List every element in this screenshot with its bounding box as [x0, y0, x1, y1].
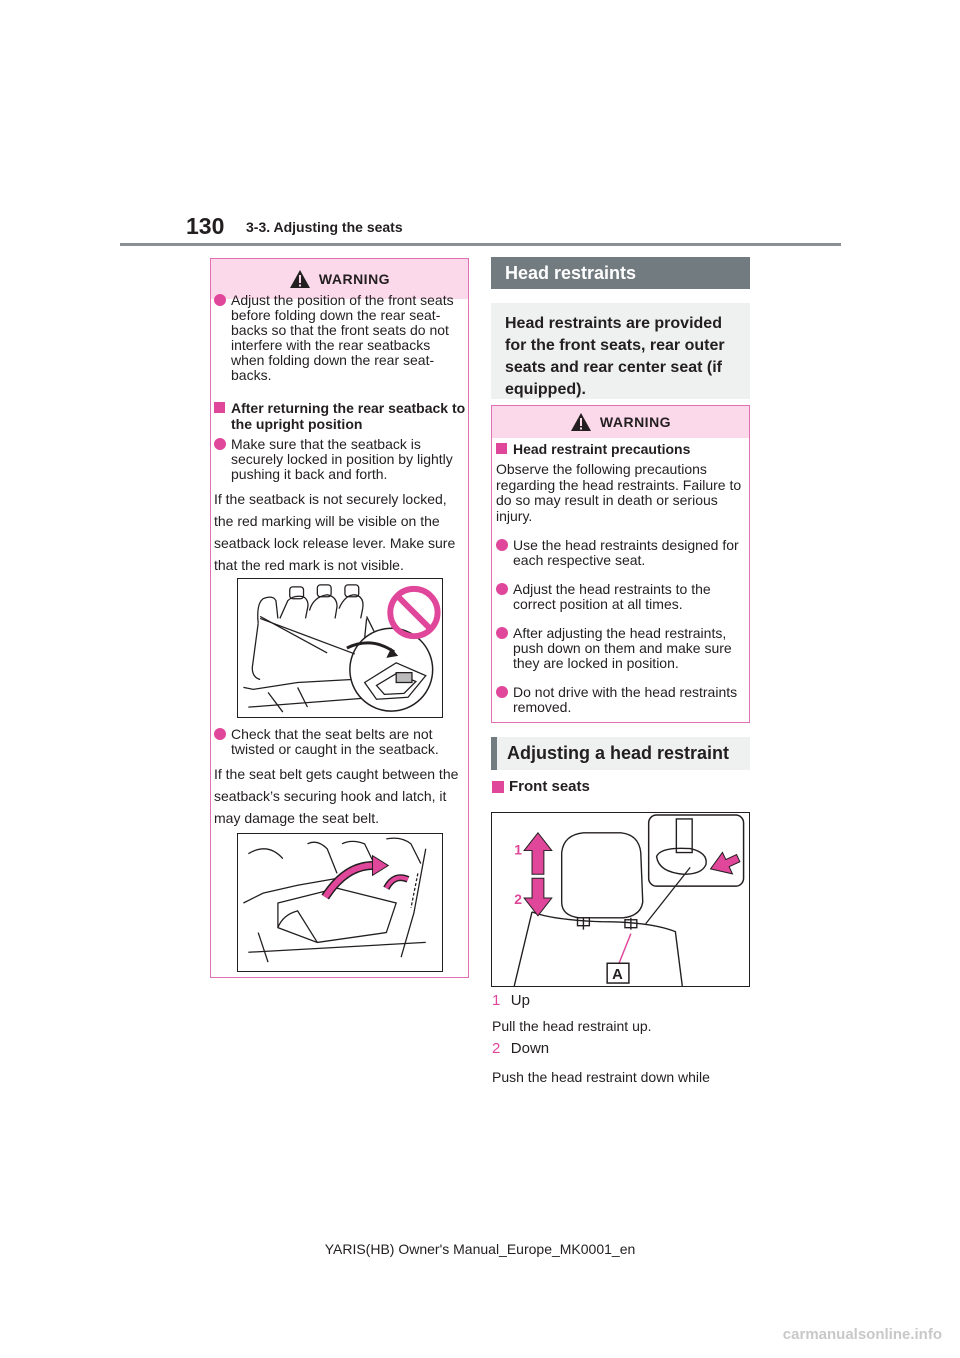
- warning-bullet-locked: Make sure that the seatback is securely locked in position by lightly pushing it back and forth.: [214, 437, 464, 482]
- warning-bullet-correct-position: Adjust the head restraints to the correct position at all times.: [496, 582, 744, 612]
- warning-bullet-adjust-front-seats: Adjust the position of the front seats before folding down the rear seat-backs so that the front seats do not interfere with the rear seatbacks when folding down the rear seat-backs.: [214, 293, 464, 383]
- step-title: Up: [510, 992, 530, 1009]
- bullet-icon: [214, 438, 226, 450]
- step-number: 1: [492, 992, 501, 1009]
- bullet-icon: [496, 539, 508, 551]
- step-number: 2: [492, 1040, 501, 1057]
- warning-title: WARNING: [318, 271, 391, 287]
- warning-header: [492, 406, 749, 438]
- warning-bullet-seat-belts: Check that the seat belts are not twisted or caught in the seatback.: [214, 727, 464, 757]
- figure-label-up: 1: [514, 841, 522, 858]
- warning-paragraph-red-mark: If the seatback is not securely locked, the red marking will be visible on the seatback lock release lever. Make sure that the red mark is not visible.: [214, 491, 456, 573]
- head-restraints-intro: Head restraints are provided for the front seats, rear outer seats and rear center seat (if equipped).: [491, 303, 750, 399]
- bullet-icon: [496, 583, 508, 595]
- square-bullet-icon: [214, 402, 225, 413]
- warning-triangle-icon: [570, 412, 592, 432]
- warning-triangle-icon: [289, 269, 311, 289]
- footer-manual-name: YARIS(HB) Owner's Manual_Europe_MK0001_en: [324, 1241, 636, 1257]
- step-title: Down: [510, 1040, 550, 1057]
- warning-subhead-upright: After returning the rear seatback to the upright position: [214, 400, 466, 432]
- step-down: [492, 1040, 747, 1058]
- head-restraints-heading: Head restraints: [491, 257, 750, 289]
- watermark: carmanualsonline.info: [782, 1326, 942, 1343]
- step-down-description: Push the head restraint down while: [492, 1069, 710, 1085]
- warning-bullet-locked-position: After adjusting the head restraints, push down on them and make sure they are locked in position.: [496, 626, 744, 671]
- square-bullet-icon: [496, 443, 507, 454]
- warning-bullet-do-not-remove: Do not drive with the head restraints removed.: [496, 685, 744, 715]
- head-restraint-illustration: [491, 812, 750, 987]
- warning-bullet-designed-seat: Use the head restraints designed for each respective seat.: [496, 538, 744, 568]
- bullet-icon: [214, 728, 226, 740]
- front-seats-subhead: Front seats: [492, 779, 692, 795]
- warning-paragraph-seat-belt-damage: If the seat belt gets caught between the seatback’s securing hook and latch, it may damage the seat belt.: [214, 766, 459, 826]
- seatback-lock-illustration: [237, 578, 443, 718]
- square-bullet-icon: [492, 781, 504, 793]
- figure-callout-a: A: [612, 967, 623, 984]
- figure-label-down: 2: [514, 890, 522, 907]
- warning-subhead-precautions: Head restraint precautions: [496, 441, 746, 457]
- step-up: [492, 992, 747, 1010]
- bullet-icon: [496, 686, 508, 698]
- step-up-description: Pull the head restraint up.: [492, 1018, 652, 1034]
- seat-belt-illustration: [237, 833, 443, 972]
- section-title: 3-3. Adjusting the seats: [246, 219, 403, 235]
- warning-intro-precautions: Observe the following precautions regarding the head restraints. Failure to do so may result in death or serious injury.: [496, 461, 742, 524]
- warning-title: WARNING: [599, 414, 672, 430]
- bullet-icon: [214, 294, 226, 306]
- header-rule: [120, 243, 841, 246]
- page-number: 130: [186, 213, 225, 239]
- bullet-icon: [496, 627, 508, 639]
- adjusting-heading: Adjusting a head restraint: [491, 737, 750, 770]
